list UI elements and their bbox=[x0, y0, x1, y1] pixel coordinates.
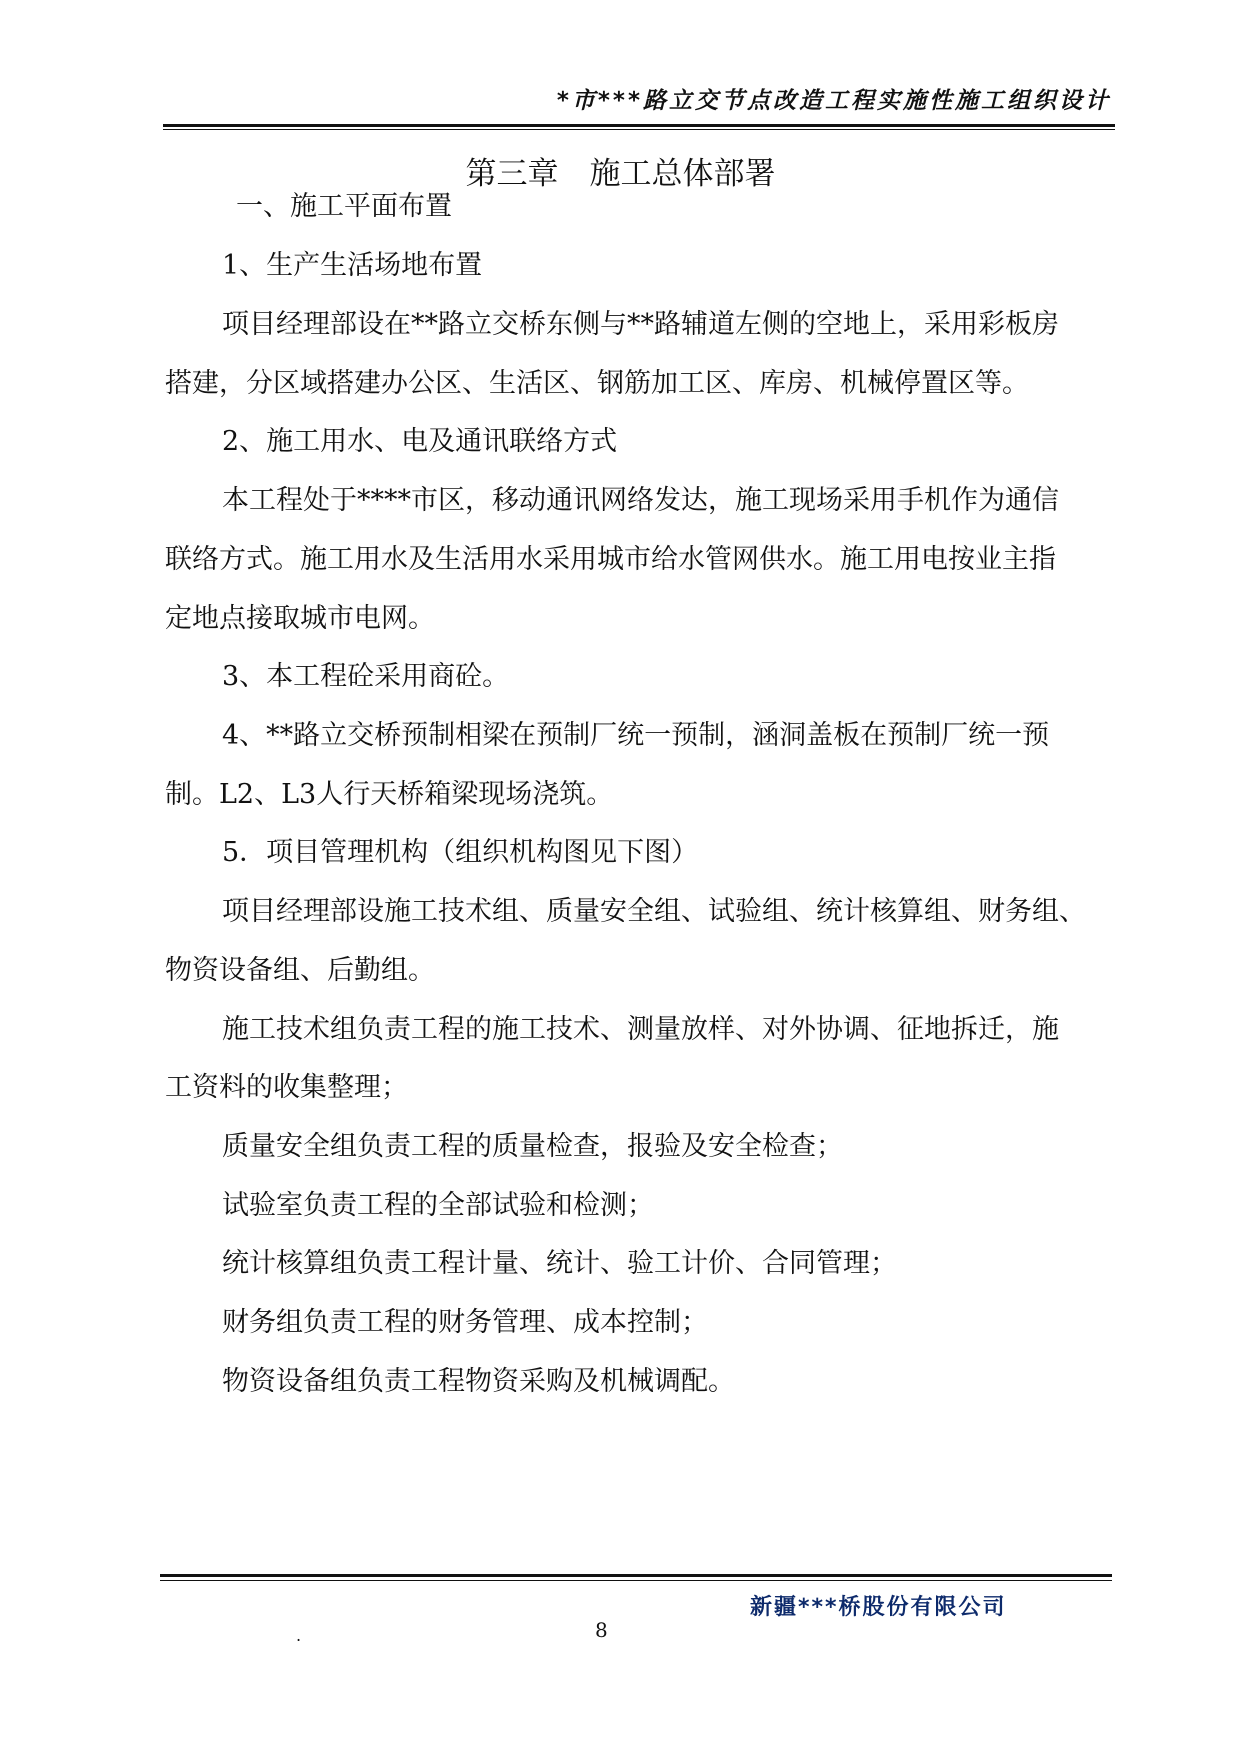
paragraph-line: 搭建，分区域搭建办公区、生活区、钢筋加工区、库房、机械停置区等。 bbox=[165, 368, 1029, 399]
paragraph-line: 物资设备组、后勤组。 bbox=[165, 955, 435, 986]
paragraph-line: 统计核算组负责工程计量、统计、验工计价、合同管理； bbox=[222, 1248, 897, 1279]
footer-rule-thin bbox=[160, 1580, 1112, 1581]
subsection-heading: 2、施工用水、电及通讯联络方式 bbox=[222, 426, 618, 457]
paragraph-line: 制。L2、L3人行天桥箱梁现场浇筑。 bbox=[165, 779, 614, 810]
paragraph-line: 质量安全组负责工程的质量检查，报验及安全检查； bbox=[222, 1131, 843, 1162]
paragraph-line: 项目经理部设施工技术组、质量安全组、试验组、统计核算组、财务组、 bbox=[222, 896, 1086, 927]
footer-dot: . bbox=[296, 1626, 302, 1645]
subsection-heading: 3、本工程砼采用商砼。 bbox=[222, 661, 510, 692]
paragraph-line: 试验室负责工程的全部试验和检测； bbox=[222, 1190, 654, 1221]
subsection-heading: 1、生产生活场地布置 bbox=[222, 250, 483, 281]
footer-company: 新疆***桥股份有限公司 bbox=[750, 1595, 1007, 1620]
paragraph-line: 项目经理部设在**路立交桥东侧与**路辅道左侧的空地上，采用彩板房 bbox=[222, 309, 1059, 340]
section-heading: 一、施工平面布置 bbox=[236, 191, 452, 222]
header-rule-thin bbox=[163, 129, 1115, 130]
chapter-title: 第三章 施工总体部署 bbox=[465, 156, 776, 192]
page-number: 8 bbox=[595, 1618, 608, 1642]
paragraph-line: 定地点接取城市电网。 bbox=[165, 603, 435, 634]
paragraph-line: 工资料的收集整理； bbox=[165, 1072, 408, 1103]
footer-rule bbox=[160, 1574, 1112, 1577]
paragraph-line: 物资设备组负责工程物资采购及机械调配。 bbox=[222, 1366, 735, 1397]
header-rule bbox=[163, 124, 1115, 127]
paragraph-line: 联络方式。施工用水及生活用水采用城市给水管网供水。施工用电按业主指 bbox=[165, 544, 1056, 575]
paragraph-line: 本工程处于****市区，移动通讯网络发达，施工现场采用手机作为通信 bbox=[222, 485, 1059, 516]
header-title: *市***路立交节点改造工程实施性施工组织设计 bbox=[556, 88, 1111, 114]
paragraph-line: 财务组负责工程的财务管理、成本控制； bbox=[222, 1307, 708, 1338]
subsection-heading: 5．项目管理机构（组织机构图见下图） bbox=[222, 837, 699, 868]
paragraph-line: 施工技术组负责工程的施工技术、测量放样、对外协调、征地拆迁，施 bbox=[222, 1014, 1059, 1045]
subsection-heading: 4、**路立交桥预制相梁在预制厂统一预制，涵洞盖板在预制厂统一预 bbox=[222, 720, 1050, 751]
